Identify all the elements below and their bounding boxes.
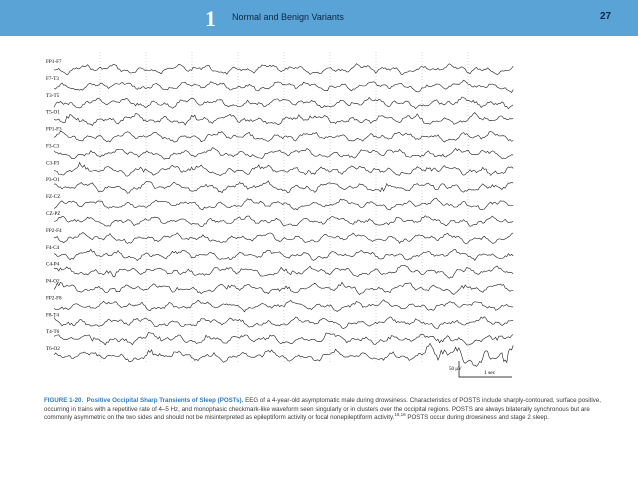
channel-label: F8-T4	[46, 312, 59, 319]
eeg-trace-t5-o1	[54, 113, 513, 126]
channel-label: P4-O2	[46, 278, 60, 285]
time-scale-label: 1 sec	[484, 370, 496, 376]
channel-label: FZ-CZ	[46, 194, 61, 201]
eeg-trace-t6-o2	[54, 343, 513, 366]
channel-label: T5-O1	[46, 109, 60, 116]
eeg-trace-f7-t3	[54, 80, 513, 92]
eeg-trace-f8-t4	[54, 317, 513, 329]
channel-label: FP2-F8	[46, 295, 62, 302]
figure-title: Positive Occipital Sharp Transients of Sleep (POSTs).	[86, 397, 244, 404]
caption-text-2: POSTS occur during drowsiness and stage 2 sleep.	[405, 414, 550, 422]
eeg-trace-t4-t6	[54, 333, 513, 345]
eeg-trace-p3-o1	[54, 181, 513, 194]
eeg-trace-t3-t5	[54, 97, 513, 109]
channel-label: T3-T5	[46, 92, 60, 99]
caption-references: 15,16	[394, 412, 406, 418]
page-number: 27	[600, 11, 612, 22]
channel-label: C3-P3	[46, 160, 60, 167]
figure-caption	[44, 397, 614, 423]
eeg-tracing	[44, 50, 524, 382]
eeg-trace-c4-p4	[54, 265, 513, 278]
calibration-marker	[449, 361, 512, 377]
eeg-trace-fz-cz	[54, 198, 513, 210]
eeg-trace-p4-o2	[54, 282, 513, 294]
amplitude-scale-label: 50 µV	[449, 367, 462, 372]
channel-label: FP1-F7	[46, 59, 62, 65]
channel-label: C4-P4	[46, 261, 60, 268]
channel-label: FP1-F3	[46, 126, 62, 133]
channel-label: F7-T3	[46, 75, 59, 82]
eeg-traces	[54, 64, 513, 367]
eeg-time-gridlines	[100, 52, 468, 362]
eeg-trace-fp1-f7	[54, 64, 513, 75]
eeg-trace-cz-pz	[54, 216, 513, 227]
running-header-title: Normal and Benign Variants	[232, 12, 344, 22]
page-header	[0, 0, 638, 36]
channel-label: T6-O2	[46, 346, 60, 353]
chapter-number: 1	[205, 6, 216, 31]
eeg-trace-f3-c3	[54, 148, 513, 160]
eeg-trace-fp2-f8	[54, 300, 513, 312]
channel-label: CZ-PZ	[46, 211, 61, 217]
eeg-channel-labels	[46, 59, 62, 352]
channel-label: T4-T6	[46, 329, 60, 336]
eeg-figure	[44, 50, 524, 382]
caption-text-1: EEG of a 4-year-old asymptomatic male during drowsiness. Characteristics of POSTS include sharply-contoured, surface positive, occurring in trains with a repetitive rate of 4–5 Hz, and monophasic checkmark-like waveform seen singularly or in clusters over the occipital regions. POSTS are always bilaterally synchronous but are commonly asymmetric on the two sides and should not be misinterpreted as epileptiform activity or focal nonepileptiform activity.	[44, 397, 601, 422]
figure-label: FIGURE 1-20.	[44, 397, 84, 404]
eeg-trace-fp1-f3	[54, 131, 513, 142]
eeg-trace-c3-p3	[54, 163, 513, 177]
channel-label: FP2-F4	[46, 227, 62, 234]
eeg-trace-f4-c4	[54, 249, 513, 260]
channel-label: F4-C4	[46, 244, 60, 251]
eeg-trace-fp2-f4	[54, 233, 513, 244]
channel-label: P3-O1	[46, 177, 60, 184]
channel-label: F3-C3	[46, 143, 60, 150]
